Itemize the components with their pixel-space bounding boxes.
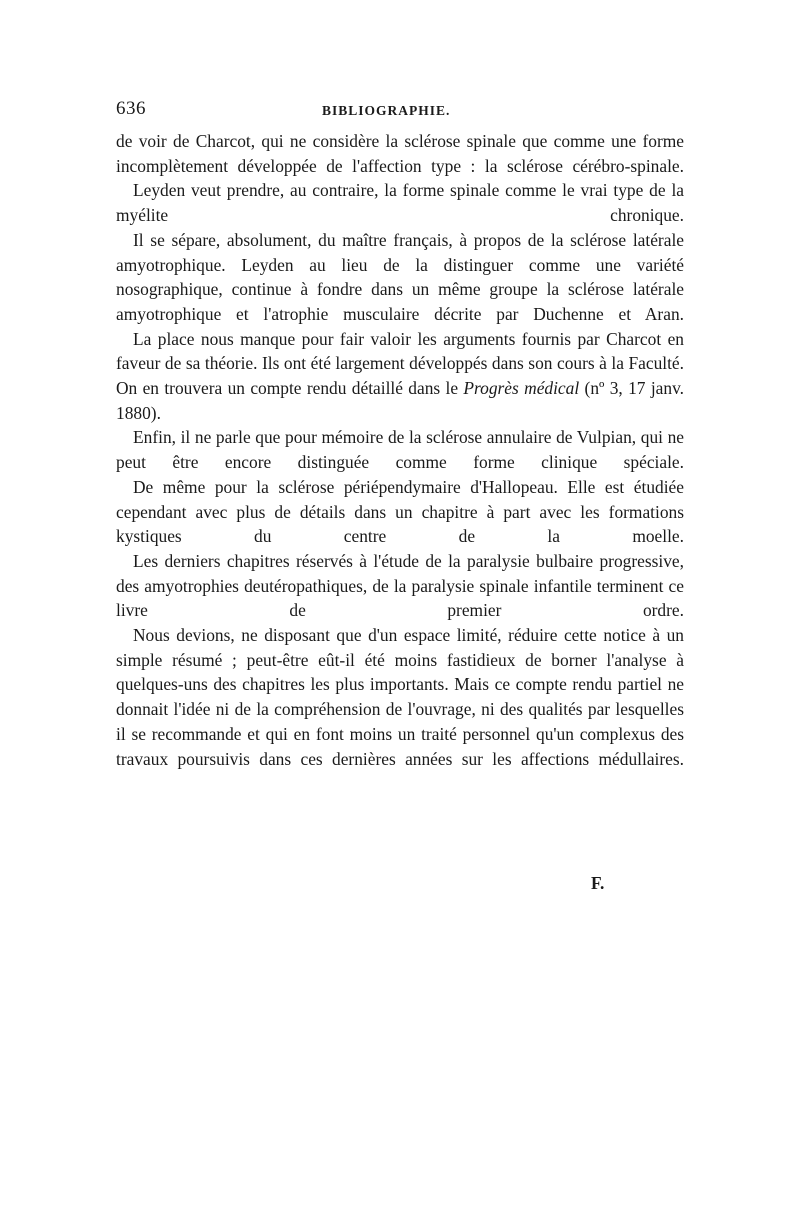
running-header: [116, 98, 684, 128]
paragraph-5: Enfin, il ne parle que pour mémoire de la sclérose annulaire de Vulpian, qui ne peut être encore distinguée comme forme clinique spéciale.: [116, 427, 684, 473]
signature: F.: [591, 873, 605, 893]
running-title: BIBLIOGRAPHIE.: [322, 103, 451, 118]
paragraph-4: [116, 327, 684, 426]
paragraph-7: Les derniers chapitres réservés à l'étude de la paralysie bulbaire progressive, des amyotrophies deutéropathiques, de la paralysie spinale infantile terminent ce livre de premier ordre.: [116, 550, 684, 621]
paragraph-6: De même pour la sclérose périépendymaire d'Hallopeau. Elle est étudiée cependant avec plus de détails dans un chapitre à part avec les formations kystiques du centre de la moelle.: [116, 476, 684, 547]
journal-title-italic: Progrès médical: [463, 378, 580, 399]
paragraph-4-text-after: (nº 3, 17 janv. 1880).: [116, 378, 684, 423]
paragraph-3: Il se sépare, absolument, du maître français, à propos de la sclérose latérale amyotrophique. Leyden au lieu de la distinguer comme une variété nosographique, continue à fondre dans un même groupe la sclérose latérale amyotrophique et l'atrophie musculaire décrite par Duchenne et Aran.: [116, 229, 684, 324]
paragraph-1: de voir de Charcot, qui ne considère la sclérose spinale que comme une forme incomplètement développée de l'affection type : la sclérose cérébro-spinale.: [116, 131, 684, 176]
page-number: 636: [116, 98, 146, 119]
paragraph-2: Leyden veut prendre, au contraire, la forme spinale comme le vrai type de la myélite chronique.: [116, 180, 684, 226]
body-text: [116, 129, 684, 771]
paragraph-8: Nous devions, ne disposant que d'un espace limité, réduire cette notice à un simple résumé ; peut-être eût-il été moins fastidieux de borner l'analyse à quelques-uns des chapitres les plus importants. Mais ce compte rendu partiel ne donnait l'idée ni de la compréhension de l'ouvrage, ni des qualités par lesquelles il se recommande et qui en font moins un traité personnel qu'un complexus des travaux poursuivis dans ces dernières années sur les affections médullaires.: [116, 625, 684, 769]
paragraph-4-text-before: La place nous manque pour fair valoir les arguments fournis par Charcot en faveur de sa théorie. Ils ont été largement développés dans son cours à la Faculté. On en trouvera un compte rendu détaillé dans le: [116, 328, 684, 399]
